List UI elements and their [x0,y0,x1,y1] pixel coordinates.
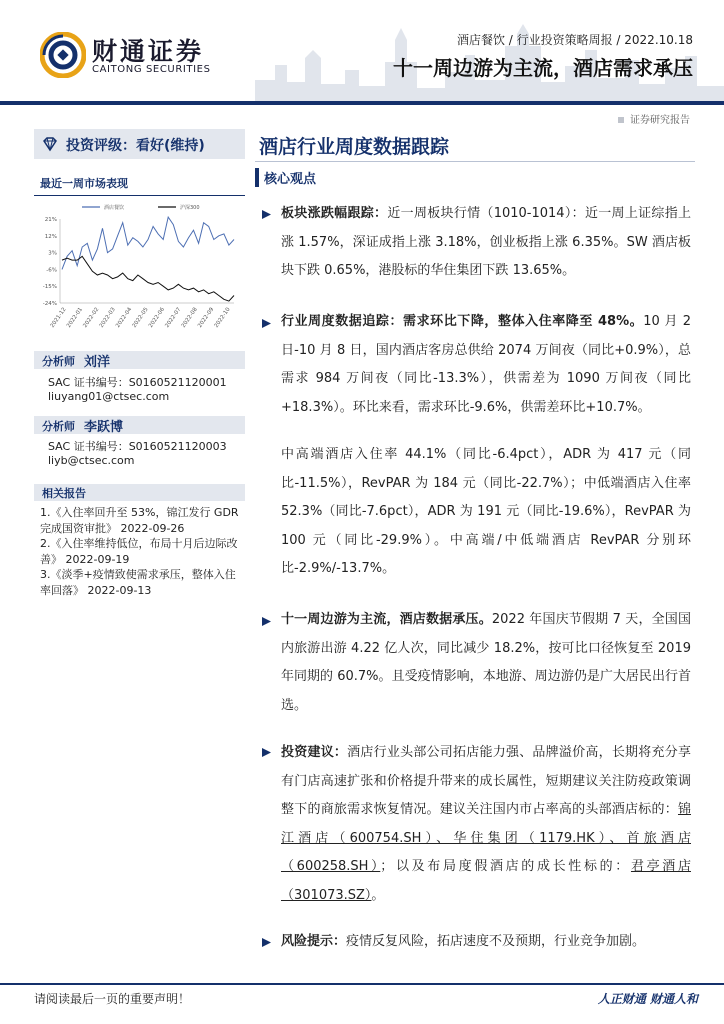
point-text: 酒店行业头部公司拓店能力强、品牌溢价高，长期将充分享有门店高速扩张和价格提升带来的成长属性，短期建议关注防疫政策调整下的商旅需求恢复情况。建议关注国内市占率高的头部酒店标的： [281,745,691,817]
analyst-name: 李跃博 [84,420,124,435]
point-text: 疫情反复风险，拓店速度不及预期，行业竞争加剧。 [346,934,646,949]
y-tick-label: 21% [44,217,57,223]
related-report-item[interactable]: 3.《淡季+疫情致使需求承压，整体入住率回落》 2022-09-13 [40,568,236,597]
report-type-tag [618,111,690,126]
tag-square-icon [618,117,624,123]
footer-disclaimer[interactable]: 请阅读最后一页的重要声明！ [34,992,191,1006]
analyst-email[interactable]: liuyang01@ctsec.com [48,390,170,403]
point-text: 近一周板块行情（1010-1014）：近一周上证综指上涨 1.57%，深证成指上涨 3.18%，创业板指上涨 6.35%。SW 酒店板块下跌 0.65%，港股标的华住集团下跌 13.65%。 [281,206,691,278]
x-tick-label: 2022-05 [131,306,150,329]
y-tick-label: 12% [44,233,57,240]
point-text: 中高端酒店入住率 44.1%（同比-6.4pct），ADR 为 417 元（同比-11.5%），RevPAR 为 184 元（同比-22.7%）；中低端酒店入住率 52.3%（同比-7.6pct），ADR 为 191 元（同比-19.6%），RevPAR 为 100 元（同比-29.9%）。中高端/中低端酒店 RevPAR 分别环比-2.9%/-13.7%。 [281,447,691,576]
related-report-item[interactable]: 1.《入住率回升至 53%，锦江发行 GDR 完成国资审批》 2022-09-26 [40,506,239,535]
analyst-email[interactable]: liyb@ctsec.com [48,454,135,467]
bullet-icon [262,748,271,757]
report-type-label: 证券研究报告 [630,115,690,126]
bullet-icon [262,210,271,219]
related-reports-header [34,484,245,501]
rating-text: 投资评级：看好(维持) [66,138,205,154]
performance-divider [34,195,245,196]
footer-divider [0,983,724,985]
y-tick-label: -15% [42,284,57,291]
y-tick-label: -24% [42,301,57,307]
point-lead: 行业周度数据追踪：需求环比下降，整体入住率降至 48%。 [281,314,644,329]
x-tick-label: 2022-08 [180,306,199,329]
section-title: 酒店行业周度数据跟踪 [259,136,450,158]
point-weekly-data [281,308,691,422]
point-text: 2022 年国庆节假期 7 天，全国国内旅游出游 4.22 亿人次，同比减少 18.2%，按可比口径恢复至 2019 年同期的 60.7%。且受疫情影响，本地游、周边游仍是广大居民出行首选。 [281,612,691,713]
header-divider [0,101,724,105]
bullet-icon [262,938,271,947]
x-tick-label: 2022-02 [82,306,101,329]
analyst-sac-number: SAC 证书编号：S0160521120003 [48,440,227,453]
analyst-sac-number: SAC 证书编号：S0160521120001 [48,376,227,389]
logo-chinese-name: 财通证券 [92,37,205,66]
diamond-icon [42,136,58,152]
point-lead: 十一周边游为主流，酒店数据承压。 [281,612,492,627]
chart-lines [62,217,234,301]
footer-slogan: 人正财通 财通人和 [597,992,698,1006]
report-category: 酒店餐饮 / 行业投资策略周报 / 2022.10.18 [456,33,693,47]
point-lead: 风险提示： [281,934,347,949]
market-performance-chart [34,197,245,340]
related-report-item[interactable]: 2.《入住率维持低位，布局十月后边际改善》 2022-09-19 [40,537,238,566]
related-reports-list [40,505,245,599]
analyst-label: 分析师 [42,355,75,368]
x-tick-label: 2022-10 [213,306,232,329]
y-tick-label: -6% [46,267,57,274]
point-text-mid: ；以及布局度假酒店的成长性标的： [380,859,631,874]
logo-english-name: CAITONG SECURITIES [92,64,211,75]
market-performance-title: 最近一周市场表现 [40,177,128,190]
chart-axes [43,217,234,329]
y-tick-label: 3% [48,250,57,257]
analyst-card-1 [34,351,245,369]
report-title: 十一周边游为主流，酒店需求承压 [393,56,693,80]
point-holiday-travel [281,606,691,720]
analyst-label: 分析师 [42,420,75,433]
legend-label-series-2: 沪深300 [180,205,200,211]
point-lead: 投资建议： [281,745,348,760]
legend-label-series-1: 酒店餐饮 [104,205,125,211]
series-line-2 [62,256,234,301]
core-view-marker [255,168,259,187]
bullet-icon [262,319,271,328]
point-investment-advice [281,739,691,910]
recommended-stocks-2[interactable]: 君亭酒店（301073.SZ） [281,859,691,903]
x-tick-label: 2022-07 [164,306,183,329]
point-text-end: 。 [371,887,385,903]
x-tick-label: 2022-03 [98,306,117,329]
section-divider [255,161,695,162]
point-lead: 板块涨跌幅跟踪： [281,206,388,221]
point-text: 10 月 2 日-10 月 8 日，国内酒店客房总供给 2074 万间夜（同比+0.9%），总需求 984 万间夜（同比-13.3%），供需差为 1090 万间夜（同比+18.3%）。环比来看，需求环比-9.6%，供需差环比+10.7%。 [281,314,691,415]
x-tick-label: 2022-09 [197,306,216,329]
chart-legend [82,204,200,211]
analyst-card-2 [34,416,245,434]
bullet-icon [262,617,271,626]
x-tick-label: 2022-06 [147,306,167,329]
x-tick-label: 2022-01 [65,306,85,329]
company-logo [40,30,240,90]
point-risk-warning [281,928,691,957]
logo-mark-icon [40,32,86,78]
core-view-title: 核心观点 [264,172,317,187]
related-reports-title: 相关报告 [42,487,86,500]
point-market-performance [281,200,691,286]
x-tick-label: 2022-04 [115,306,134,329]
analyst-name: 刘洋 [84,355,111,370]
investment-rating [34,129,245,159]
series-line-1 [62,217,234,269]
point-hotel-tiers [281,441,691,584]
recommended-stocks-1[interactable]: 锦江酒店（600754.SH）、华住集团（1179.HK）、首旅酒店（600258.SH） [281,802,691,874]
x-tick-label: 2021-12 [49,306,68,329]
